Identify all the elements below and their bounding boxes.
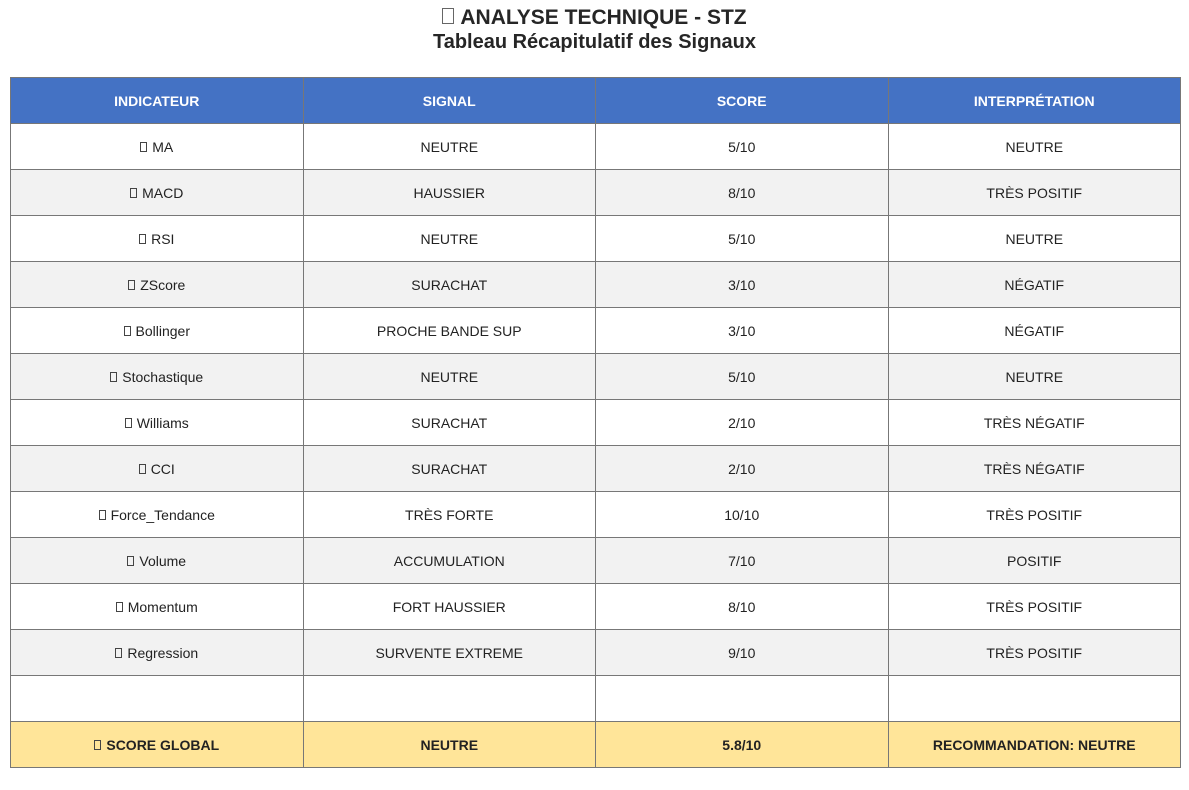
table-header-row: [11, 78, 1181, 124]
indicator-cell: [11, 538, 304, 584]
indicator-cell-text: Volume: [139, 552, 187, 569]
table-row: [11, 308, 1181, 354]
indicator-icon: [125, 418, 132, 428]
score-cell-text: 10/10: [724, 506, 760, 523]
score-cell-text: 7/10: [728, 552, 756, 569]
table-row: [11, 170, 1181, 216]
indicator-cell: [11, 354, 304, 400]
score-cell-text: 3/10: [728, 322, 756, 339]
signal-cell: [303, 400, 596, 446]
indicator-cell: [11, 630, 304, 676]
indicator-icon: [130, 188, 137, 198]
interpretation-cell: [888, 262, 1181, 308]
signal-cell-text: FORT HAUSSIER: [392, 598, 506, 615]
interpretation-cell-text: NEUTRE: [1005, 230, 1064, 247]
table-row: [11, 584, 1181, 630]
interpretation-cell: [888, 170, 1181, 216]
signal-cell-text: NEUTRE: [420, 368, 479, 385]
score-cell: [596, 446, 889, 492]
table-row: [11, 124, 1181, 170]
score-cell-text: 5/10: [728, 138, 756, 155]
chart-icon: [442, 8, 454, 24]
summary-score-cell-text: 5.8/10: [722, 736, 762, 753]
interpretation-cell: [888, 492, 1181, 538]
score-cell: [596, 584, 889, 630]
indicator-cell-text: RSI: [151, 230, 175, 247]
indicator-cell: [11, 446, 304, 492]
signal-cell-text: SURACHAT: [411, 414, 488, 431]
indicator-icon: [99, 510, 106, 520]
score-cell: [596, 354, 889, 400]
score-cell: [596, 308, 889, 354]
score-cell: [596, 124, 889, 170]
signal-cell-text: SURACHAT: [411, 460, 488, 477]
page-title: [0, 6, 1189, 30]
signal-cell: [303, 630, 596, 676]
table-row: [11, 262, 1181, 308]
table-row: [11, 538, 1181, 584]
interpretation-cell-text: TRÈS POSITIF: [986, 598, 1083, 615]
table-body: [11, 124, 1181, 768]
indicator-cell: [11, 400, 304, 446]
signal-cell: [303, 584, 596, 630]
signal-cell-text: SURACHAT: [411, 276, 488, 293]
score-cell: [596, 262, 889, 308]
interpretation-cell: [888, 354, 1181, 400]
summary-signal-cell-text: NEUTRE: [420, 736, 479, 753]
score-cell-text: 9/10: [728, 644, 756, 661]
indicator-icon: [127, 556, 134, 566]
indicator-cell-text: MA: [152, 138, 174, 155]
signals-table: [10, 77, 1181, 768]
signal-cell: [303, 170, 596, 216]
indicator-cell: [11, 262, 304, 308]
empty-cell: [303, 676, 596, 722]
summary-indicator-cell: [11, 722, 304, 768]
interpretation-cell-text: NÉGATIF: [1004, 322, 1065, 339]
interpretation-cell-text: TRÈS NÉGATIF: [983, 414, 1085, 431]
interpretation-cell-text: TRÈS POSITIF: [986, 184, 1083, 201]
interpretation-cell-text: TRÈS POSITIF: [986, 644, 1083, 661]
indicator-cell-text: Regression: [127, 644, 199, 661]
signal-cell-text: NEUTRE: [420, 138, 479, 155]
interpretation-cell-text: NÉGATIF: [1004, 276, 1065, 293]
interpretation-cell: [888, 538, 1181, 584]
score-cell-text: 5/10: [728, 230, 756, 247]
table-row: [11, 446, 1181, 492]
empty-row: [11, 676, 1181, 722]
score-cell-text: 2/10: [728, 414, 756, 431]
indicator-cell-text: ZScore: [140, 276, 186, 293]
indicator-cell: [11, 216, 304, 262]
signal-cell: [303, 354, 596, 400]
indicator-cell-text: MACD: [142, 184, 184, 201]
column-header-indicator: INDICATEUR: [11, 78, 304, 124]
column-header-score: SCORE: [596, 78, 889, 124]
title-block: [0, 0, 1189, 64]
indicator-icon: [139, 234, 146, 244]
signal-cell: [303, 124, 596, 170]
table-row: [11, 630, 1181, 676]
score-cell-text: 5/10: [728, 368, 756, 385]
signal-cell: [303, 538, 596, 584]
score-cell: [596, 538, 889, 584]
signal-cell-text: TRÈS FORTE: [405, 506, 494, 523]
empty-cell: [888, 676, 1181, 722]
interpretation-cell: [888, 584, 1181, 630]
title-text: ANALYSE TECHNIQUE - STZ: [460, 6, 747, 29]
indicator-cell-text: Williams: [136, 414, 189, 431]
empty-cell: [11, 676, 304, 722]
score-cell: [596, 492, 889, 538]
interpretation-cell: [888, 124, 1181, 170]
indicator-cell: [11, 584, 304, 630]
summary-interpretation-cell: [888, 722, 1181, 768]
indicator-icon: [115, 648, 122, 658]
interpretation-cell-text: NEUTRE: [1005, 368, 1064, 385]
signal-cell: [303, 492, 596, 538]
interpretation-cell-text: TRÈS POSITIF: [986, 506, 1083, 523]
indicator-cell: [11, 308, 304, 354]
indicator-cell-text: CCI: [150, 460, 175, 477]
empty-cell: [596, 676, 889, 722]
score-cell-text: 2/10: [728, 460, 756, 477]
interpretation-cell-text: TRÈS NÉGATIF: [983, 460, 1085, 477]
indicator-icon: [128, 280, 135, 290]
interpretation-cell: [888, 308, 1181, 354]
signal-cell: [303, 308, 596, 354]
indicator-cell-text: Stochastique: [122, 368, 204, 385]
column-header-interpretation: INTERPRÉTATION: [888, 78, 1181, 124]
indicator-icon: [124, 326, 131, 336]
indicator-icon: [94, 740, 101, 750]
indicator-cell: [11, 170, 304, 216]
indicator-icon: [116, 602, 123, 612]
indicator-icon: [139, 464, 146, 474]
interpretation-cell: [888, 630, 1181, 676]
signal-cell-text: SURVENTE EXTREME: [375, 644, 524, 661]
summary-signal-cell: [303, 722, 596, 768]
indicator-cell-text: Force_Tendance: [110, 506, 215, 523]
score-cell-text: 8/10: [728, 184, 756, 201]
score-cell: [596, 170, 889, 216]
interpretation-cell-text: NEUTRE: [1005, 138, 1064, 155]
interpretation-cell: [888, 446, 1181, 492]
summary-indicator-cell-text: SCORE GLOBAL: [106, 736, 220, 753]
signal-cell-text: PROCHE BANDE SUP: [376, 322, 522, 339]
table-row: [11, 354, 1181, 400]
page-subtitle: Tableau Récapitulatif des Signaux: [432, 31, 757, 53]
score-cell: [596, 630, 889, 676]
indicator-cell-text: Bollinger: [135, 322, 190, 339]
indicator-cell: [11, 492, 304, 538]
table-row: [11, 216, 1181, 262]
table-row: [11, 492, 1181, 538]
summary-interpretation-cell-text: RECOMMANDATION: NEUTRE: [932, 736, 1136, 753]
signal-cell-text: HAUSSIER: [413, 184, 486, 201]
indicator-cell-text: Momentum: [127, 598, 198, 615]
signal-cell: [303, 216, 596, 262]
interpretation-cell: [888, 216, 1181, 262]
score-cell-text: 3/10: [728, 276, 756, 293]
score-cell: [596, 216, 889, 262]
indicator-cell: [11, 124, 304, 170]
signal-cell: [303, 262, 596, 308]
signal-cell-text: ACCUMULATION: [393, 552, 505, 569]
signal-cell: [303, 446, 596, 492]
signal-cell-text: NEUTRE: [420, 230, 479, 247]
score-cell-text: 8/10: [728, 598, 756, 615]
column-header-signal: SIGNAL: [303, 78, 596, 124]
summary-score-cell: [596, 722, 889, 768]
indicator-icon: [140, 142, 147, 152]
interpretation-cell-text: POSITIF: [1007, 552, 1062, 569]
summary-row: [11, 722, 1181, 768]
indicator-icon: [110, 372, 117, 382]
score-cell: [596, 400, 889, 446]
interpretation-cell: [888, 400, 1181, 446]
table-row: [11, 400, 1181, 446]
